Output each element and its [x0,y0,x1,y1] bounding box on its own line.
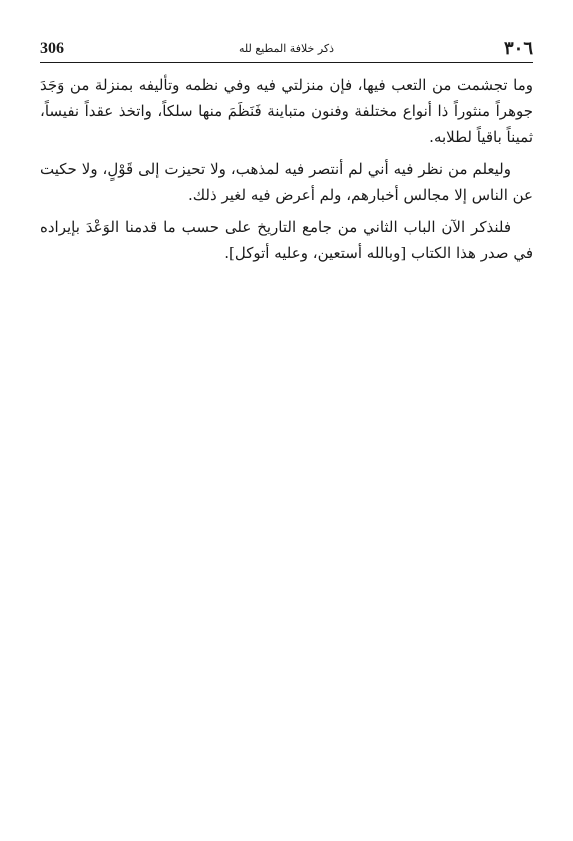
paragraph: وليعلم من نظر فيه أني لم أنتصر فيه لمذهب، ولا تحيزت إلى قَوْلٍ، ولا حكيت عن الناس إلا مجالس أخبارهم، ولم أعرض فيه لغير ذلك. [40,160,533,204]
paragraph: وما تجشمت من التعب فيها، فإن منزلتي فيه وفي نظمه وتأليفه بمنزلة من وَجَدَ جوهراً منثوراً ذا أنواع مختلفة وفنون متباينة فَنَظَمَ منها سلكاً، واتخذ عقداً نفيساً، ثميناً باقياً لطلابه. [40,76,533,146]
page-header [40,38,533,60]
main-text [40,72,533,272]
header-rule [40,62,533,63]
page-number-latin: 306 [40,40,64,57]
running-head: ذكر خلافة المطيع لله [238,42,335,55]
page-number-arabic: ٣٠٦ [503,38,533,59]
paragraph: فلنذكر الآن الباب الثاني من جامع التاريخ على حسب ما قدمنا الوَعْدَ بإيراده في صدر هذا الكتاب [وبالله أستعين، وعليه أتوكل]. [40,218,533,262]
